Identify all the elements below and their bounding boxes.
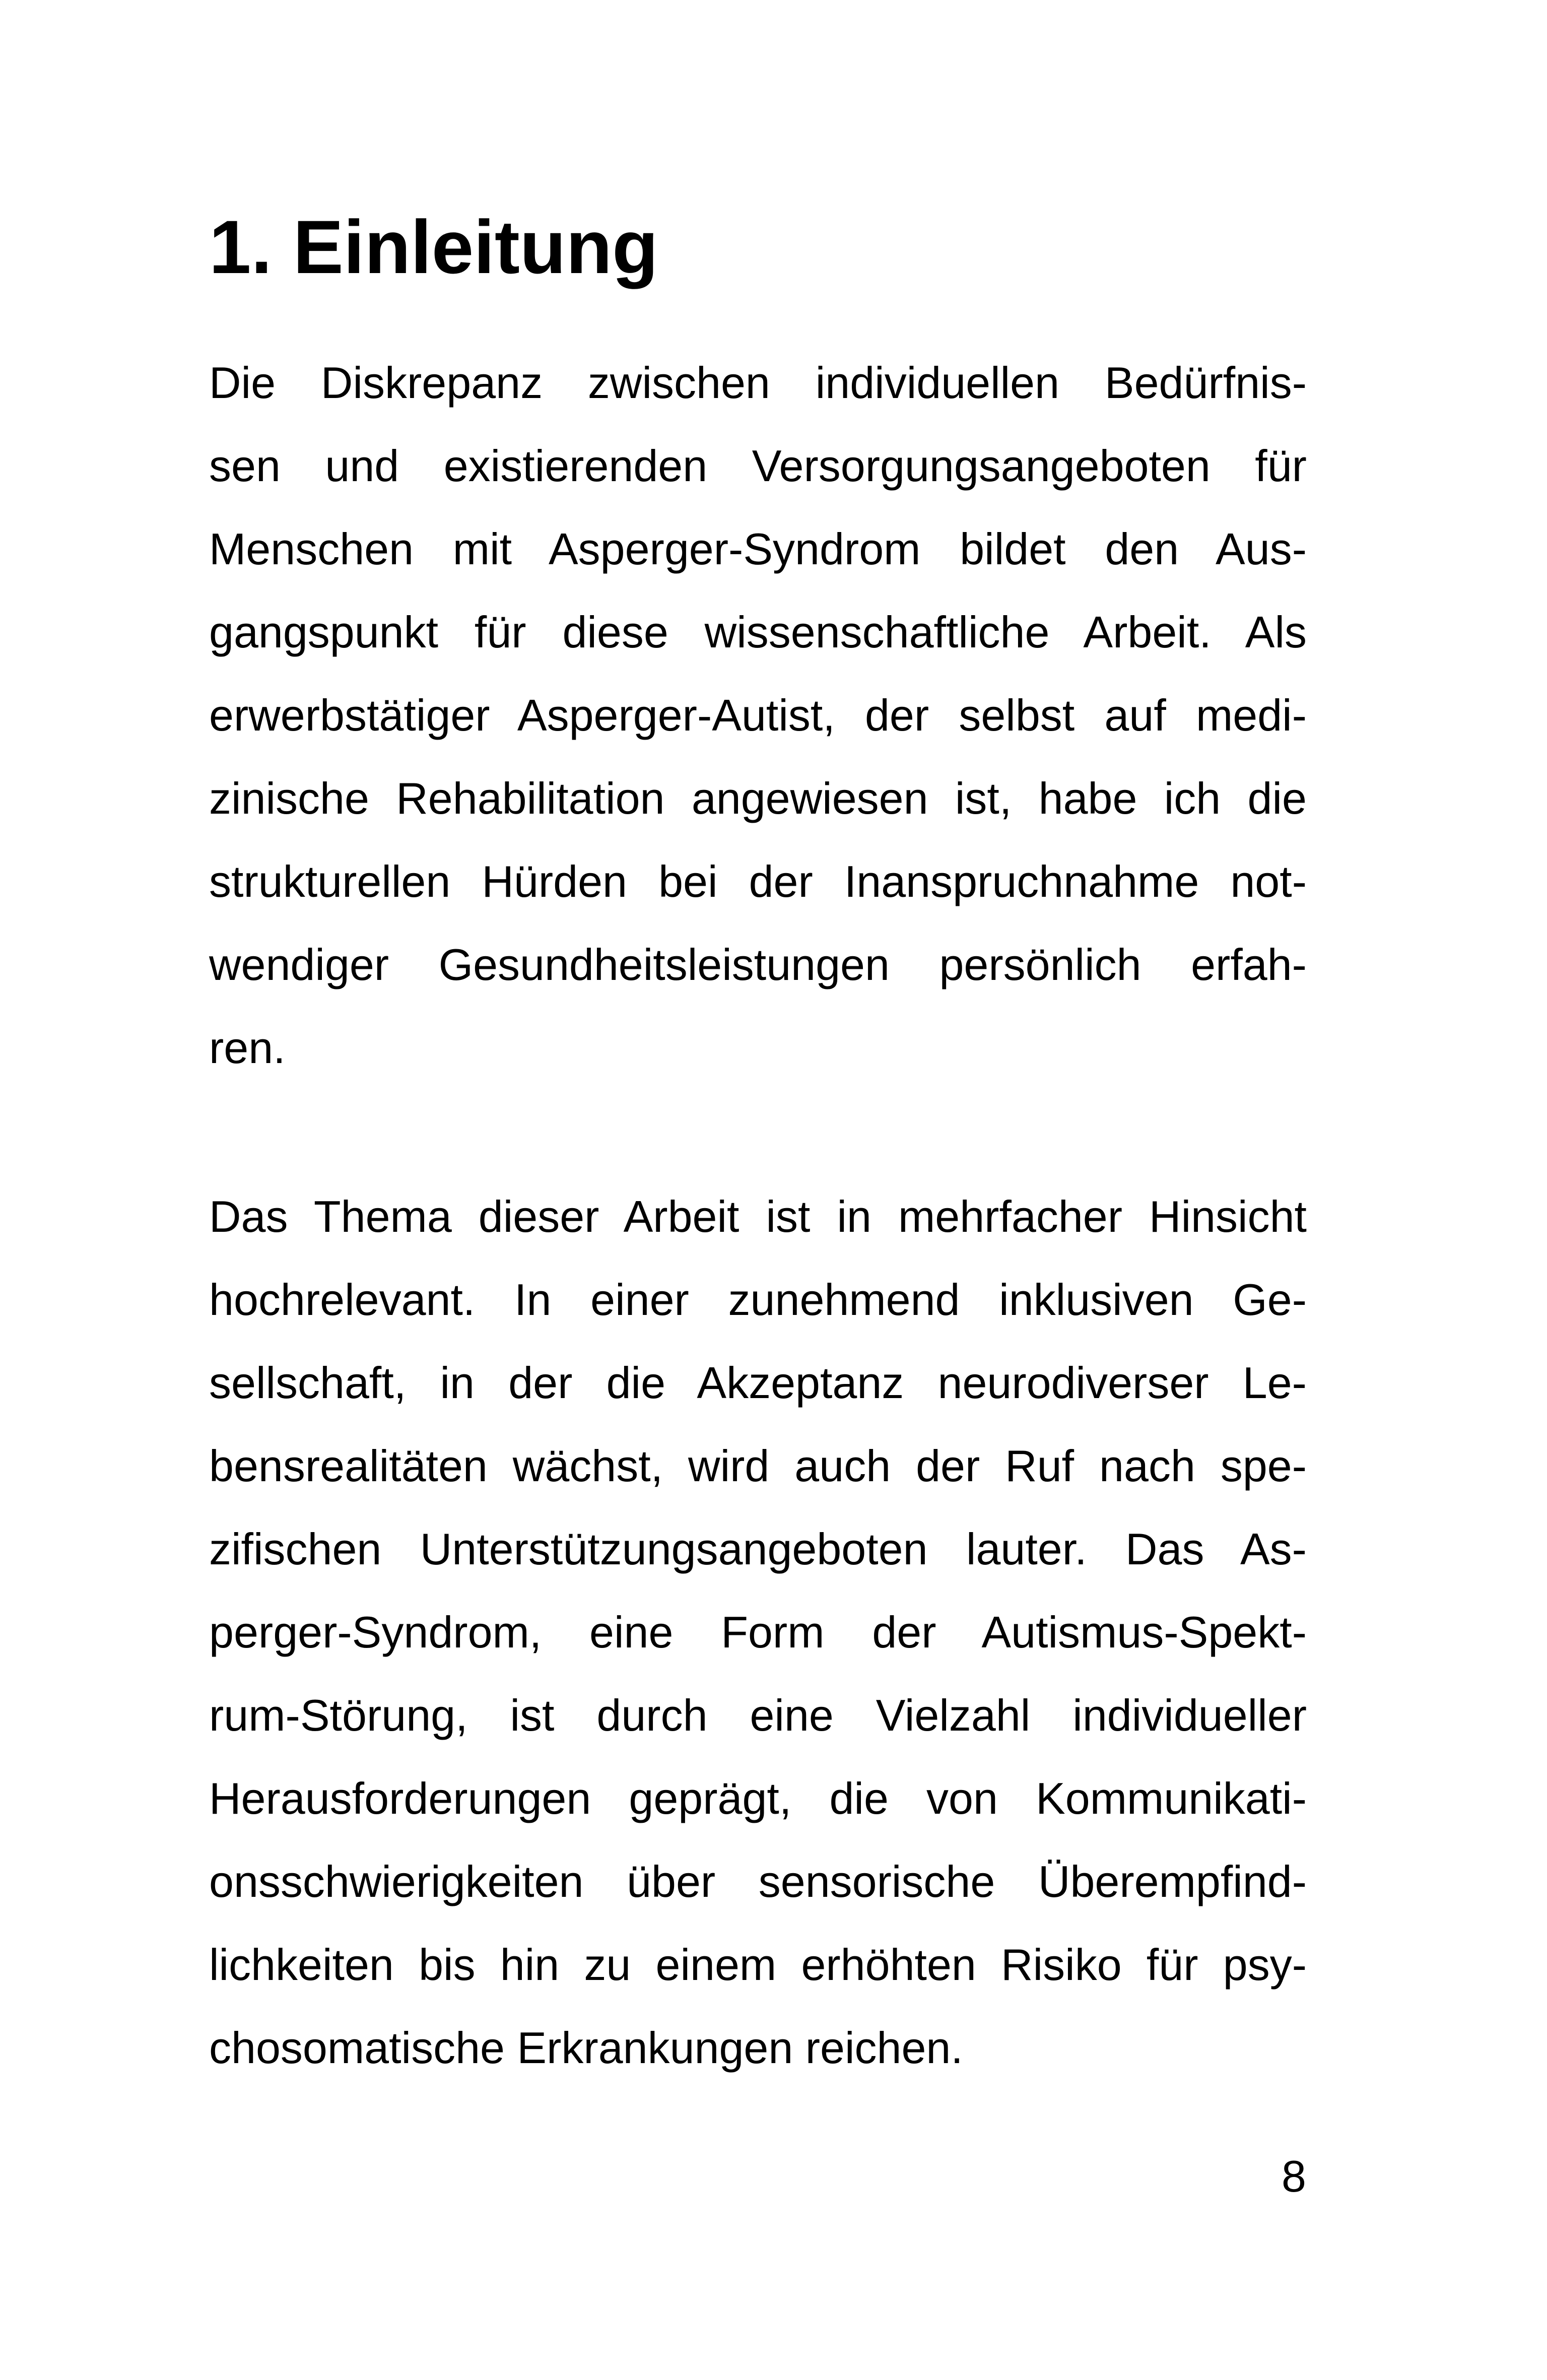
- paragraph-1-line-9: ren.: [209, 1023, 286, 1073]
- paragraph-2-line-2: hochrelevant. In einer zunehmend inklusiven Ge-: [209, 1275, 1307, 1325]
- paragraph-1-line-3: Menschen mit Asperger-Syndrom bildet den Aus-: [209, 524, 1307, 574]
- chapter-heading: 1. Einleitung: [209, 205, 658, 289]
- paragraph-1-line-6: zinische Rehabilitation angewiesen ist, habe ich die: [209, 773, 1307, 823]
- paragraph-2-line-4: bensrealitäten wächst, wird auch der Ruf nach spe-: [209, 1441, 1307, 1491]
- paragraph-2-line-11: chosomatische Erkrankungen reichen.: [209, 2023, 963, 2073]
- paragraph-1-line-5: erwerbstätiger Asperger-Autist, der selbst auf medi-: [209, 690, 1307, 740]
- paragraph-1-line-2: sen und existierenden Versorgungsangeboten für: [209, 441, 1307, 491]
- paragraph-2-line-5: zifischen Unterstützungsangeboten lauter. Das As-: [209, 1524, 1307, 1574]
- paragraph-2-line-6: perger-Syndrom, eine Form der Autismus-Spekt-: [209, 1607, 1307, 1657]
- paragraph-2-line-10: lichkeiten bis hin zu einem erhöhten Risiko für psy-: [209, 1940, 1307, 1990]
- page-number: 8: [1282, 2151, 1306, 2201]
- paragraph-1-line-8: wendiger Gesundheitsleistungen persönlich erfah-: [209, 940, 1307, 989]
- paragraph-2-line-9: onsschwierigkeiten über sensorische Überempfind-: [209, 1857, 1307, 1906]
- paragraph-2-line-3: sellschaft, in der die Akzeptanz neurodiverser Le-: [209, 1358, 1307, 1408]
- paragraph-1-line-4: gangspunkt für diese wissenschaftliche Arbeit. Als: [209, 607, 1307, 657]
- paragraph-1-line-7: strukturellen Hürden bei der Inanspruchnahme not-: [209, 856, 1307, 906]
- paragraph-2-line-7: rum-Störung, ist durch eine Vielzahl individueller: [209, 1690, 1307, 1740]
- paragraph-1-line-1: Die Diskrepanz zwischen individuellen Bedürfnis-: [209, 358, 1307, 408]
- paragraph-2-line-1: Das Thema dieser Arbeit ist in mehrfacher Hinsicht: [209, 1192, 1307, 1241]
- paragraph-2-line-8: Herausforderungen geprägt, die von Kommunikati-: [209, 1773, 1307, 1823]
